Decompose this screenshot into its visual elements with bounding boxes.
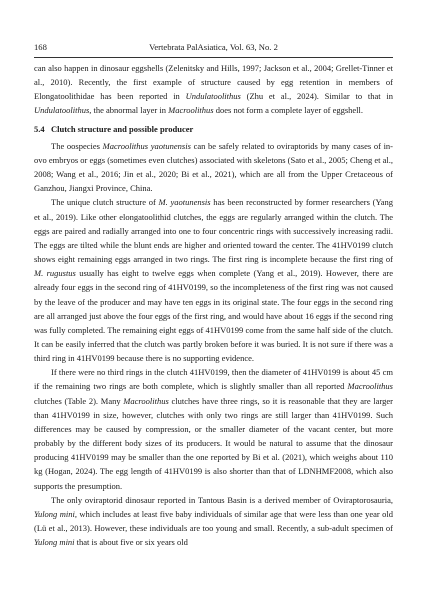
text-run: The only oviraptorid dinosaur reported in Tantous Basin is a derived member of Oviraptorosauria, <box>51 494 393 505</box>
taxon-name: M. rugustus <box>34 268 76 279</box>
journal-title: Vertebrata PalAsiatica, Vol. 63, No. 2 <box>149 42 278 52</box>
text-run: clutches (Table 2). Many <box>34 395 124 406</box>
text-run: , which includes at least five baby individuals of similar age that were less than one year old (Lü et al., 2013). However, these individuals are too young and small. Recently, a sub-adult specimen of <box>34 508 393 533</box>
running-header <box>34 40 393 54</box>
header-rule <box>34 57 393 58</box>
taxon-name: Yulong mini <box>34 537 75 548</box>
section-heading <box>34 122 393 136</box>
taxon-name: Undulatoolithus <box>185 91 241 102</box>
taxon-name: Macroolithus <box>123 395 169 406</box>
text-run: can also happen in dinosaur eggshells (Zelenitsky and Hills, 1997; Jackson et al., 2004; Grellet-Tinner et al., 2010). Recently, the first example of structure caused by egg retention in members of Elongatoolithidae has been reported in <box>34 63 393 102</box>
continued-paragraph <box>34 61 393 118</box>
paragraph-4 <box>34 493 393 550</box>
section-title: Clutch structure and possible producer <box>51 123 194 134</box>
taxon-name: Macroolithus <box>347 381 393 392</box>
text-run: If there were no third rings in the clutch 41HV0199, then the diameter of 41HV0199 is about 45 cm if the remaining two rings are both complete, which is slightly smaller than all reported <box>34 367 393 392</box>
taxon-name: M. yaotunensis <box>158 197 211 208</box>
taxon-name: Undulatoolithus <box>34 105 90 116</box>
text-run: clutches have three rings, so it is reasonable that they are larger than 41HV0199 in size, however, clutches with only two rings are still larger than 41HV0199. Such differences may be caused by compression, or the smaller diameter of the vacant center, but more probably by the different body sizes of its producers. It would be natural to assume that the dinosaur producing 41HV0199 may be smaller than the one reported by Bi et al. (2021), which weighs about 110 kg (Hogan, 2024). The egg length of 41HV0199 is also shorter than that of LDNHMF2008, which also supports the presumption. <box>34 395 393 491</box>
body-text <box>34 61 393 549</box>
text-run: The oospecies <box>51 140 103 151</box>
paragraph-3 <box>34 365 393 492</box>
paragraph-2 <box>34 195 393 365</box>
text-run: that is about five or six years old <box>74 537 188 548</box>
page-number: 168 <box>34 42 47 52</box>
taxon-name: Macroolithus <box>168 105 214 116</box>
taxon-name: Macroolithus yaotunensis <box>102 140 191 151</box>
text-run: , the abnormal layer in <box>89 105 169 116</box>
section-number: 5.4 <box>34 123 45 134</box>
text-run: The unique clutch structure of <box>51 197 159 208</box>
text-run: does not form a complete layer of eggshell. <box>213 105 364 116</box>
text-run: (Zhu et al., 2024). Similar to that in <box>240 91 393 102</box>
text-run: can be safely related to oviraptorids by many cases of in-ovo embryos or eggs (sometimes even clutches) associated with skeletons (Sato et al., 2005; Cheng et al., 2008; Wang et al., 2016; Jin et al., 2020; Bi et al., 2021), which are all from the Upper Cretaceous of Ganzhou, Jiangxi Province, China. <box>34 140 394 194</box>
text-run: has been reconstructed by former researchers (Yang et al., 2019). Like other elongatoolithid clutches, the eggs are regularly arranged within the clutch. The eggs are paired and radially arranged into one to four concentric rings with successively increasing radii. The eggs are tilted while the blunt ends are higher and oriented toward the center. The 41HV0199 clutch shows eight remaining eggs arranged in two rings. The first ring is incomplete because the first ring of <box>34 197 394 265</box>
taxon-name: Yulong mini <box>34 508 75 519</box>
paragraph-1 <box>34 139 393 196</box>
text-run: usually has eight to twelve eggs when complete (Yang et al., 2019). However, there are already four eggs in the second ring of 41HV0199, so the incompleteness of the first ring was not caused by the leave of the producer and may have ten eggs in its original state. The four eggs in the second ring are all arranged just above the four eggs of the first ring, and would have about 16 eggs if the second ring was fully completed. The remaining eight eggs of 41HV0199 come from the same half side of the clutch. It can be easily inferred that the clutch was partly broken before it was buried. It is not sure if there was a third ring in 41HV0199 because there is no supporting evidence. <box>34 268 393 364</box>
